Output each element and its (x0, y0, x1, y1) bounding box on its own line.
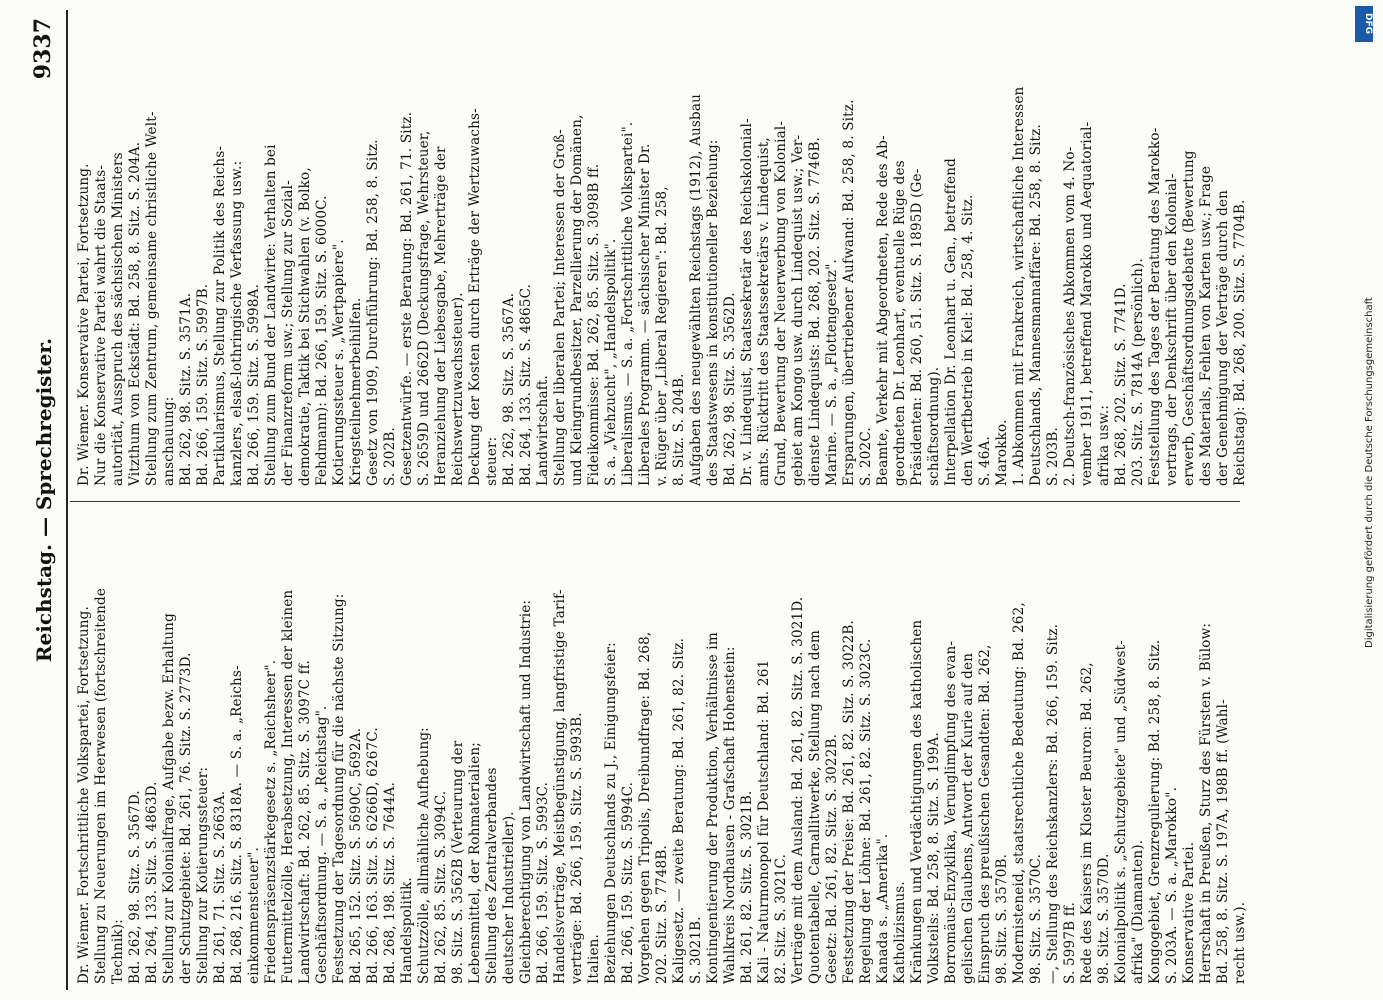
index-line: Bd. 258, 8. Sitz. S. 197A, 198B ff. (Wahl- (1215, 699, 1231, 984)
index-line: Bd. 265, 152. Sitz. S. 5690C, 5692A. (348, 727, 364, 984)
dfg-logo-icon: DFG (1355, 6, 1373, 42)
index-line: recht usw.). (1232, 901, 1248, 984)
index-line: Stellung des Zentralverbandes (484, 767, 500, 984)
index-line: und Kleingrundbesitzer, Parzellierung der Domänen, (569, 114, 585, 486)
index-line: Aufgaben des neugewählten Reichstags (1912), Ausbau (688, 93, 704, 486)
index-line: Wahlkreis Nordhausen - Grafschaft Hohenstein: (722, 646, 738, 984)
index-line: Bd. 262, 85. Sitz. S. 3094C. (433, 790, 449, 984)
index-line: Geschäftsordnung. — S. a. „Reichstag". (314, 705, 330, 984)
index-line: gelischen Glaubens, Antwort der Kurie auf den (960, 652, 976, 984)
index-line: Landwirtschaft. (535, 374, 551, 486)
index-line: Kränkungen und Verdächtigungen des katholischen (909, 619, 925, 984)
index-line: den Werftbetrieb in Kiel: Bd. 258, 4. Sitz. (960, 194, 976, 486)
index-line: Herrschaft in Preußen, Sturz des Fürsten v. Bülow: (1198, 622, 1214, 984)
index-line: Futtermittelzölle, Herabsetzung, Interessen der kleinen (280, 589, 296, 984)
index-line: Schutzzölle, allmähliche Aufhebung: (416, 727, 432, 984)
index-line: Bd. 262, 98. Sitz. S. 3567D. (127, 790, 143, 984)
index-line: autorität, Ausspruch des sächsischen Ministers (110, 152, 126, 486)
index-line: steuer: (484, 436, 500, 486)
index-line: 98. Sitz. S. 3570C. (1028, 853, 1044, 984)
index-line: S. 46A. (977, 436, 993, 486)
index-line: der Finanzreform usw.; Stellung zur Sozial- (280, 180, 296, 486)
index-line: Deutschlands, Mannesmannaffäre: Bd. 258, 8. Sitz. (1028, 124, 1044, 486)
index-line: Deckung der Kosten durch Erträge der Wertzuwachs- (467, 108, 483, 486)
index-line: deutscher Industrieller). (501, 811, 517, 984)
index-line: S. 2659D und 2662D (Deckungsfrage, Wehrsteuer, (416, 130, 432, 486)
index-line: gebiet am Kongo usw. durch Lindequist usw.; Ver- (790, 134, 806, 486)
index-line: 98. Sitz. S. 3562B (Verteurung der (450, 740, 466, 984)
index-line: Dr. Wiemer. Konservative Partei, Fortsetzung. (76, 163, 92, 486)
index-line: des Materials, Fehlen von Karten usw.; Frage (1198, 165, 1214, 486)
index-line: Stellung zum Bund der Landwirte: Verhalten bei (263, 144, 279, 486)
index-line: Marine. — S. a. „Flottengesetz". (824, 258, 840, 486)
index-line: 203. Sitz. S. 7814A (persönlich). (1130, 258, 1146, 486)
index-line: kanzlers, elsaß-lothringische Verfassung usw.: (229, 160, 245, 486)
index-line: Fideikommisse: Bd. 262, 85. Sitz. S. 3098B ff. (586, 163, 602, 486)
index-line: Bd. 266, 163. Sitz. S. 6266D, 6267C. (365, 727, 381, 984)
index-line: 202. Sitz. S. 7748B. (654, 845, 670, 984)
index-line: Landwirtschaft: Bd. 262, 85. Sitz. S. 3097C ff. (297, 659, 313, 984)
index-line: Festsetzung der Preise: Bd. 261, 82. Sitz. S. 3022B. (841, 620, 857, 984)
index-line: Regelung der Löhne: Bd. 261, 82. Sitz. S. 3023C. (858, 638, 874, 984)
index-line: amts. Rücktritt des Staatssekretärs v. Lindequist, (756, 137, 772, 486)
index-line: Stellung zur Kolonialfrage, Aufgabe bezw. Erhaltung (161, 613, 177, 984)
index-line: Stellung der liberalen Partei; Interessen der Groß- (552, 129, 568, 486)
index-line: Partikularismus, Stellung zur Politik des Reichs- (212, 145, 228, 486)
index-line: Borromäus-Enzyklika, Verunglimpfung des evan- (943, 640, 959, 984)
left-column (76, 514, 1249, 984)
index-line: Italien. (586, 933, 602, 984)
index-line: der Genehmigung der Verträge durch den (1215, 189, 1231, 486)
index-line: S. 203B. (1045, 427, 1061, 486)
index-line: dienste Lindequists: Bd. 268, 202. Sitz. S. 7746B. (807, 136, 823, 486)
index-line: Bd. 262, 98. Sitz. S. 3567A. (501, 292, 517, 486)
index-line: schäftsordnung). (926, 366, 942, 486)
index-line: Interpellation Dr. Leonhart u. Gen., betreffend (943, 158, 959, 486)
index-line: Konservative Partei. (1181, 841, 1197, 984)
index-line: Rede des Kaisers im Kloster Beuron: Bd. 262, (1079, 662, 1095, 984)
index-line: Katholizismus. (892, 881, 908, 984)
index-line: afrika usw.: (1096, 404, 1112, 486)
index-line: Gesetz von 1909, Durchführung: Bd. 258, 8. Sitz. (365, 139, 381, 486)
index-line: vertrags, der Denkschrift über den Kolonial- (1164, 173, 1180, 486)
index-line: Kolonialpolitik s. „Schutzgebiete" und „Südwest- (1113, 640, 1129, 984)
index-line: Bd. 266, 159. Sitz. S. 5993C. (535, 781, 551, 984)
index-line: Gesetzentwürfe. — erste Beratung: Bd. 261, 71. Sitz. (399, 111, 415, 486)
index-line: Präsidenten: Bd. 260, 51. Sitz. S. 1895D (Ge- (909, 168, 925, 486)
index-line: Kriegsteilnehmerbeihilfen. (348, 297, 364, 486)
index-line: Stellung zum Zentrum, gemeinsame christliche Welt- (144, 111, 160, 486)
index-line: Stellung zur Kotierungssteuer: (195, 766, 211, 984)
index-line: Beziehungen Deutschlands zu J., Einigungsfeier: (603, 642, 619, 984)
index-line: vember 1911, betreffend Marokko und Aequatorial- (1079, 121, 1095, 486)
index-line: Feststellung des Tages der Beratung des Marokko- (1147, 127, 1163, 486)
index-line: Lebensmittel, der Rohmaterialien; (467, 742, 483, 984)
index-line: demokratie, Taktik bei Stichwahlen (v. Bolko, (297, 167, 313, 486)
index-line: 98. Sitz. S. 3570B. (994, 853, 1010, 984)
running-title: Reichstag. — Sprechregister. (32, 337, 56, 663)
header-rule (66, 10, 68, 990)
index-line: Bd. 264, 133. Sitz. S. 4863D. (144, 781, 160, 984)
index-line: Bd. 262, 98. Sitz. S. 3571A. (178, 292, 194, 486)
sidebar (1323, 0, 1383, 1000)
index-line: einkommensteuer". (246, 847, 262, 984)
index-line: S. 202C. (858, 427, 874, 486)
index-line: verträge: Bd. 266, 159. Sitz. S. 5993B. (569, 712, 585, 984)
index-line: Bd. 266, 159. Sitz. S. 5998A. (246, 283, 262, 486)
index-line: Bd. 266, 159. Sitz. S. 5994C. (620, 781, 636, 984)
index-line: Bd. 268, 216. Sitz. S. 8318A. — S. a. „Reichs- (229, 665, 245, 984)
index-line: Kali - Naturmonopol für Deutschland: Bd. 261 (756, 659, 772, 984)
index-line: Ersparungen, übertriebener Aufwand: Bd. 258, 8. Sitz. (841, 99, 857, 486)
index-line: der Schutzgebiete: Bd. 261, 76. Sitz. S. 2773D. (178, 652, 194, 984)
index-line: Kontingentierung der Produktion, Verhältnisse im (705, 632, 721, 984)
index-line: Liberales Programm. — sächsischer Minister Dr. (637, 143, 653, 486)
index-line: Beamte, Verkehr mit Abgeordneten, Rede des Ab- (875, 135, 891, 486)
index-line: Vorgehen gegen Tripolis, Dreibundfrage: Bd. 268, (637, 631, 653, 984)
index-line: Volksteils: Bd. 258, 8. Sitz. S. 199A. (926, 732, 942, 984)
index-line: Einspruch des preußischen Gesandten: Bd. 262, (977, 644, 993, 984)
index-line: Kanada s. „Amerika". (875, 833, 891, 984)
index-line: Kotierungssteuer s. „Wertpapiere". (331, 239, 347, 486)
index-line: Marokko. (994, 419, 1010, 486)
index-line: 82. Sitz. S. 3021C. (773, 853, 789, 984)
index-line: Kaligesetz. — zweite Beratung: Bd. 261, 82. Sitz. (671, 637, 687, 984)
index-line: Handelsverträge, Meistbegünstigung, langfristige Tarif- (552, 589, 568, 984)
right-column (76, 16, 1249, 486)
column-divider (70, 501, 1240, 502)
index-line: Dr. Wiemer. Fortschrittliche Volkspartei, Fortsetzung. (76, 605, 92, 984)
index-line: Kongogebiet, Grenzregulierung: Bd. 258, 8. Sitz. (1147, 639, 1163, 984)
page-header (28, 0, 62, 1000)
index-line: Bd. 264, 133. Sitz. S. 4865C. (518, 283, 534, 486)
index-line: Bd. 261, 71. Sitz. S. 2663A. (212, 790, 228, 984)
index-line: Technik): (110, 918, 126, 984)
index-line: Verträge mit dem Ausland: Bd. 261, 82. Sitz. S. 3021D. (790, 596, 806, 984)
index-line: Gleichberechtigung von Landwirtschaft und Industrie: (518, 599, 534, 984)
index-line: Festsetzung der Tagesordnung für die nächste Sitzung: (331, 593, 347, 984)
index-line: 98. Sitz. S. 3570D. (1096, 853, 1112, 984)
index-line: Modernisteneid, staatsrechtliche Bedeutung: Bd. 262, (1011, 602, 1027, 984)
index-line: Nur die Konservative Partei wahrt die Staats- (93, 164, 109, 486)
index-line: Quotentabelle, Carnallitwerke, Stellung nach dem (807, 630, 823, 984)
index-line: Bd. 268, 198. Sitz. S. 7644A. (382, 781, 398, 984)
index-line: erwerb, Geschäftsordnungsdebatte (Bewertung (1181, 150, 1197, 486)
index-line: Dr. v. Lindequist, Staatssekretär des Reichskolonial- (739, 118, 755, 486)
index-line: Grund, Bewertung der Neuerwerbung von Kolonial- (773, 120, 789, 486)
index-line: des Staatswesens in konstitutioneller Beziehung: (705, 139, 721, 486)
index-line: Reichswertzuwachssteuer). (450, 292, 466, 486)
index-line: Heranziehung der Liebesgabe, Mehrerträge der (433, 146, 449, 486)
index-line: Reichstag): Bd. 268, 200. Sitz. S. 7704B. (1232, 199, 1248, 486)
index-line: Fehdmann): Bd. 266, 159. Sitz. S. 6000C. (314, 195, 330, 486)
index-line: v. Rüger über „Liberal Regieren": Bd. 258, (654, 186, 670, 486)
index-line: Bd. 268, 202. Sitz. S. 7741D. (1113, 283, 1129, 486)
index-line: 2. Deutsch-französisches Abkommen vom 4. No- (1062, 146, 1078, 486)
index-line: 1. Abkommen mit Frankreich, wirtschaftliche Interessen (1011, 86, 1027, 486)
page-number: 9337 (30, 18, 56, 80)
index-line: Friedenspräsenzstärkegesetz s. „Reichsheer". (263, 659, 279, 984)
funding-note: Digitalisierung gefördert durch die Deutsche Forschungsgemeinschaft (1364, 297, 1375, 648)
index-line: 8. Sitz. S. 204B. (671, 373, 687, 486)
index-line: Bd. 266, 159. Sitz. S. 5997B. (195, 283, 211, 486)
index-line: anschauung: (161, 396, 177, 486)
index-line: Liberalismus. — S. a. „Fortschrittliche Volkspartei". (620, 121, 636, 486)
index-line: geordneten Dr. Leonhart, eventuelle Rüge des (892, 160, 908, 486)
index-line: S. a. „Viehzucht", „Handelspolitik". (603, 238, 619, 486)
index-line: Handelspolitik. (399, 876, 415, 984)
index-line: S. 203A. — S. a. „Marokko". (1164, 786, 1180, 984)
index-line: Vitzthum von Eckstädt: Bd. 258, 8. Sitz. S. 204A. (127, 141, 143, 486)
index-line: Gesetz: Bd. 261, 82. Sitz. S. 3022B. (824, 733, 840, 984)
index-line: S. 3021B. (688, 916, 704, 984)
index-line: Bd. 261, 82. Sitz. S. 3021B. (739, 790, 755, 984)
index-line: Stellung zu Neuerungen im Heerwesen (fortschreitende (93, 587, 109, 984)
index-line: —, Stellung des Reichskanzlers: Bd. 266, 159. Sitz. (1045, 623, 1061, 984)
index-line: S. 5997B ff. (1062, 901, 1078, 984)
index-line: Bd. 262, 98. Sitz. S. 3562D. (722, 292, 738, 486)
index-line: S. 202B. (382, 427, 398, 486)
index-line: afrika" (Diamanten). (1130, 839, 1146, 984)
